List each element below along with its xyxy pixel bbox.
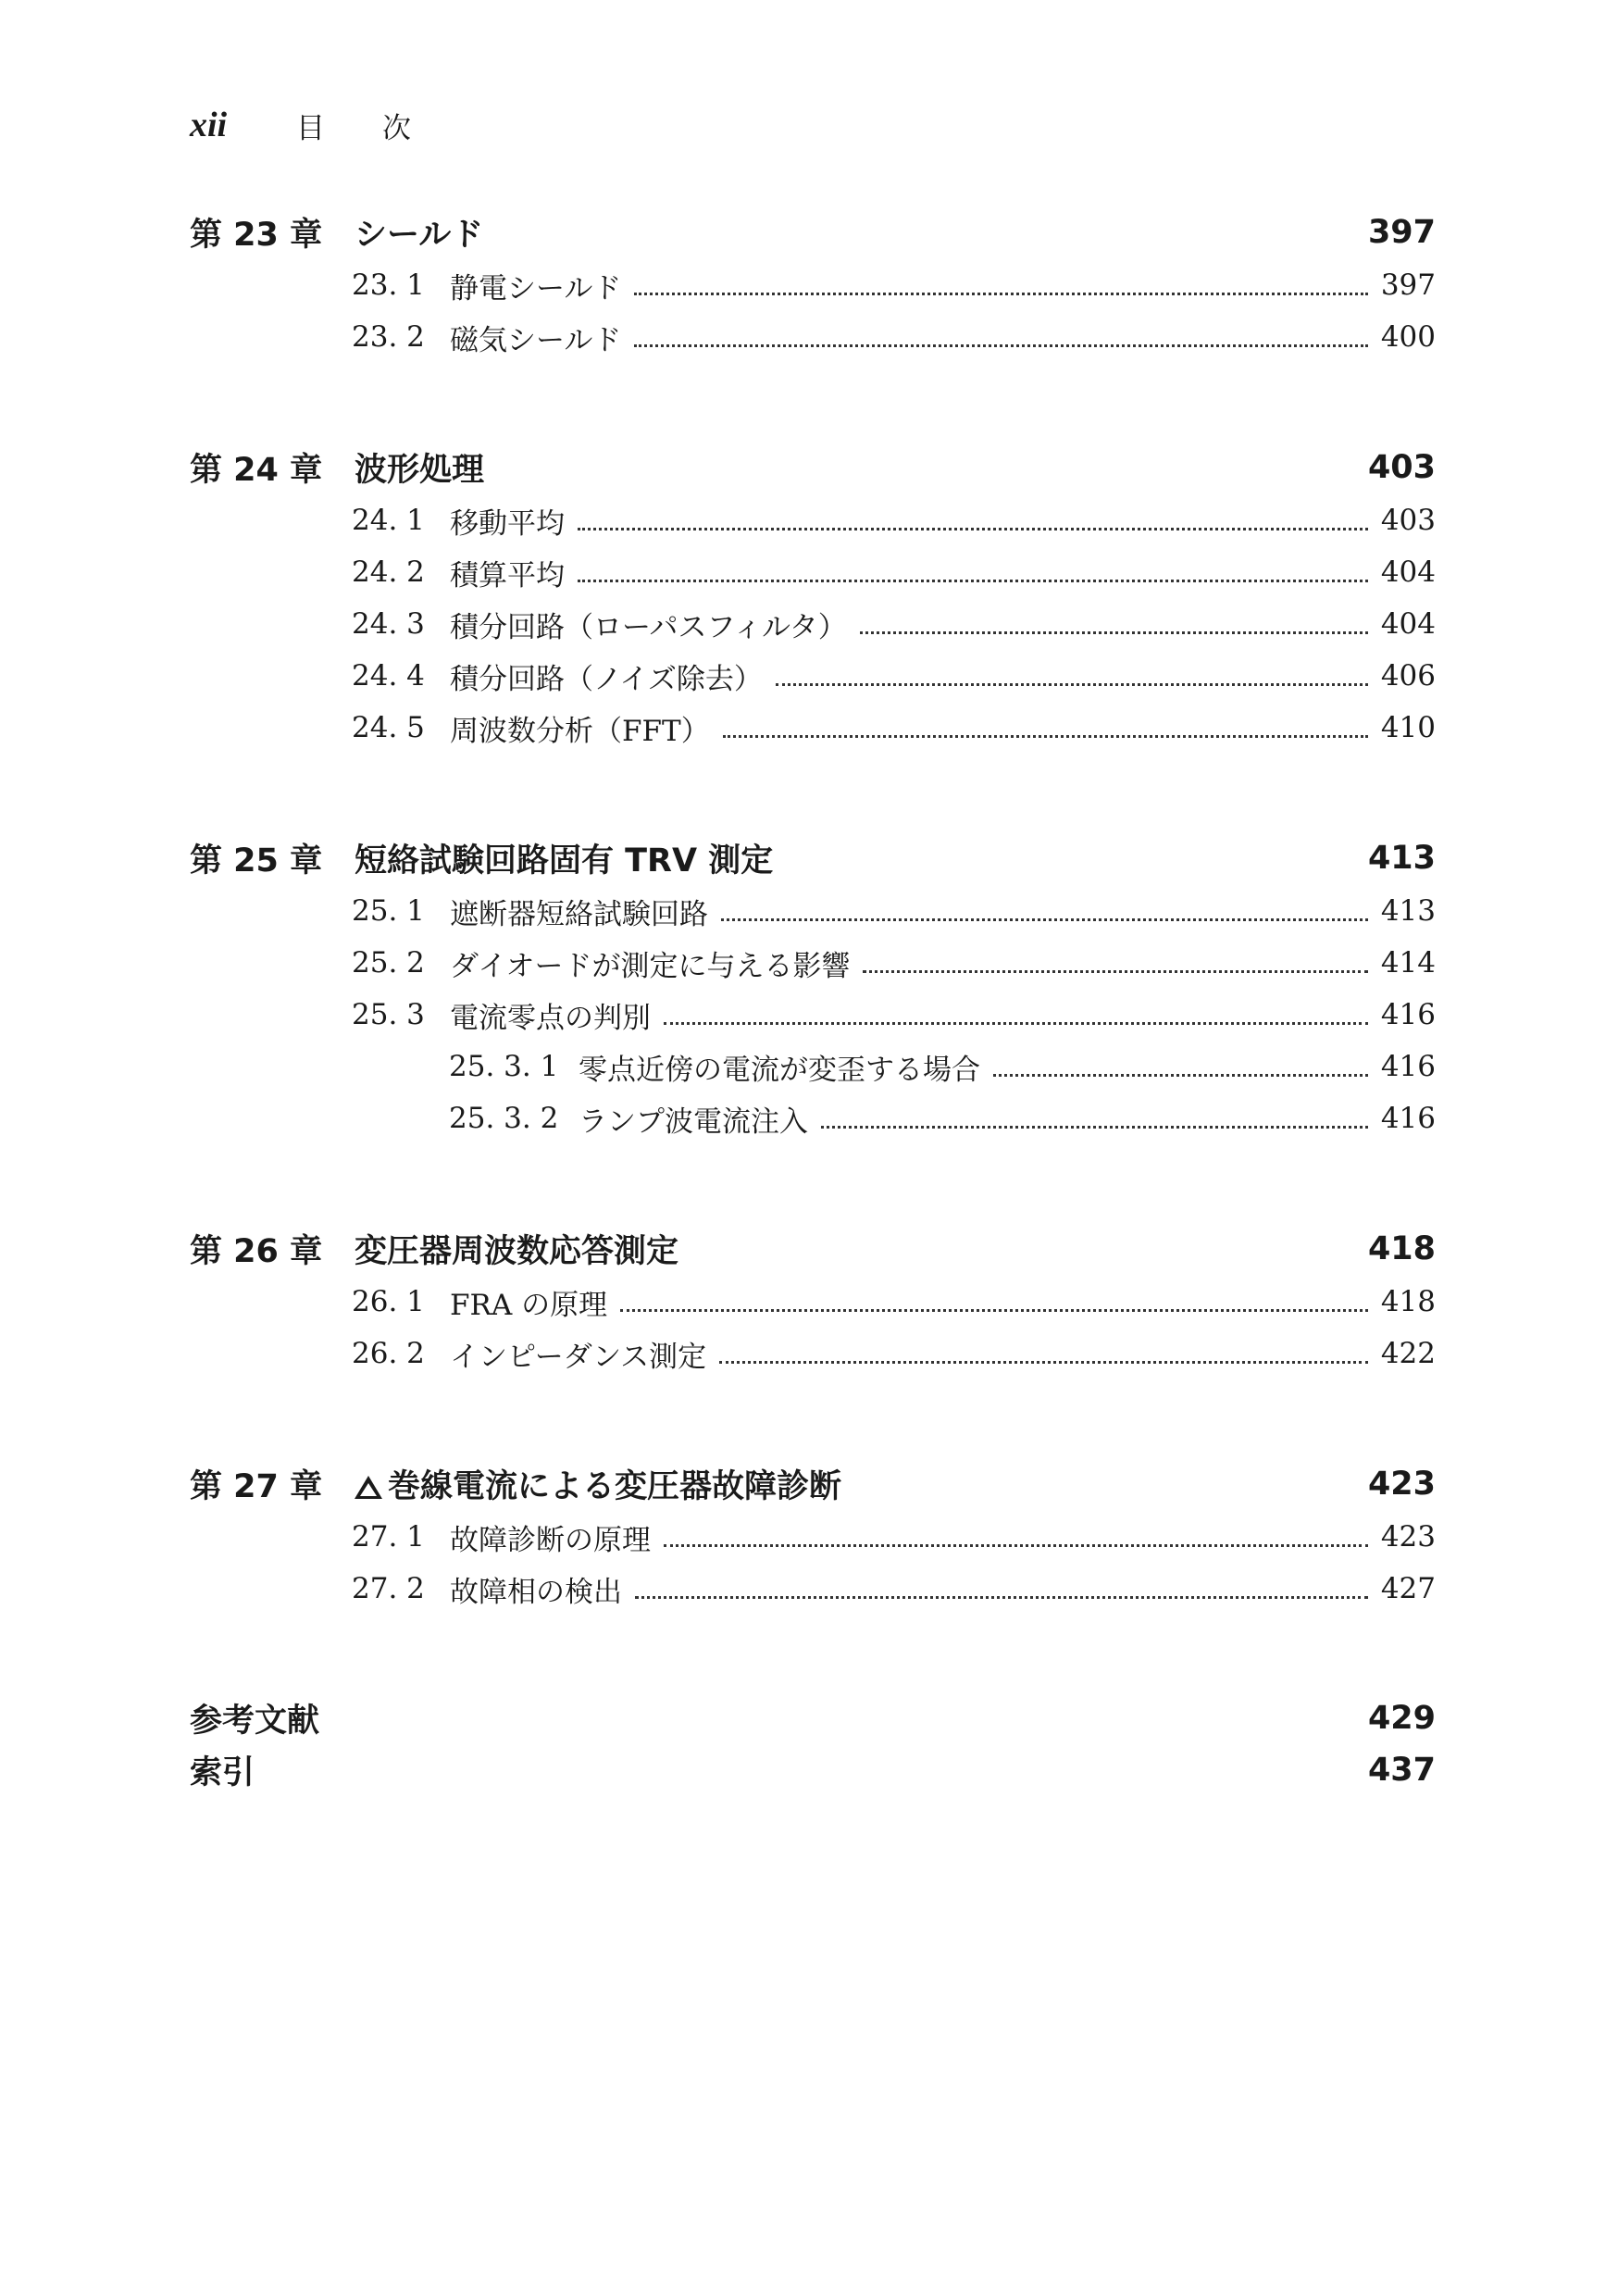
section-number: 23. 2 [352, 320, 425, 354]
subsection-number: 25. 3. 1 [449, 1050, 559, 1083]
page-folio: xii [190, 106, 228, 144]
section-page: 418 [1380, 1285, 1436, 1318]
chapter-page: 397 [1367, 214, 1436, 251]
toc-entry[interactable] [190, 259, 1436, 311]
section-number: 25. 1 [352, 894, 425, 928]
running-head [190, 102, 468, 148]
toc-entry[interactable] [190, 702, 1436, 754]
toc-entry[interactable] [190, 1328, 1436, 1379]
section-title: インピーダンス測定 [450, 1340, 707, 1374]
section-title: 故障相の検出 [450, 1575, 622, 1609]
chapter-26-group [190, 1222, 1436, 1379]
section-title: 積分回路（ノイズ除去） [450, 662, 763, 696]
toc-entry[interactable] [190, 1563, 1436, 1615]
dot-leader [620, 1309, 1368, 1312]
running-head-char: 次 [382, 111, 411, 145]
section-number: 27. 2 [352, 1572, 425, 1605]
section-title: 静電シールド [450, 271, 622, 306]
back-matter-title: 参考文献 [190, 1703, 320, 1740]
section-number: 25. 3 [352, 998, 425, 1031]
dot-leader [821, 1126, 1368, 1129]
chapter-title: 波形処理 [355, 452, 485, 489]
subsection-title: 零点近傍の電流が変歪する場合 [579, 1053, 980, 1087]
chapter-label: 第 24 章 [190, 452, 323, 489]
chapter-label: 第 23 章 [190, 217, 323, 254]
chapter-label: 第 27 章 [190, 1468, 323, 1505]
section-number: 24. 3 [352, 607, 425, 641]
toc-entry[interactable] [190, 885, 1436, 937]
delta-triangle-icon [355, 1476, 382, 1499]
dot-leader [634, 293, 1367, 295]
toc-subentry[interactable] [190, 1041, 1436, 1092]
section-number: 26. 1 [352, 1285, 425, 1318]
dot-leader [664, 1544, 1368, 1547]
dot-leader [860, 631, 1368, 634]
section-title: 遮断器短絡試験回路 [450, 897, 708, 931]
toc-entry[interactable] [190, 650, 1436, 702]
dot-leader [863, 970, 1367, 973]
section-page: 427 [1380, 1572, 1436, 1605]
chapter-label: 第 25 章 [190, 842, 323, 880]
dot-leader [993, 1074, 1368, 1077]
toc-entry[interactable] [190, 937, 1436, 989]
back-matter-page: 429 [1367, 1700, 1436, 1737]
section-title: 磁気シールド [450, 323, 622, 357]
section-title: 電流零点の判別 [450, 1001, 651, 1035]
section-page: 416 [1380, 998, 1436, 1031]
chapter-label: 第 26 章 [190, 1233, 323, 1270]
chapter-title-wrap [355, 1461, 1368, 1507]
chapter-24-group [190, 441, 1436, 754]
toc-entry[interactable] [190, 546, 1436, 598]
dot-leader [635, 1596, 1368, 1599]
running-head-char: 目 [296, 111, 325, 145]
toc-entry[interactable] [190, 598, 1436, 650]
section-page: 414 [1380, 946, 1436, 980]
section-page: 410 [1380, 711, 1436, 744]
section-number: 24. 4 [352, 659, 425, 693]
section-page: 422 [1380, 1337, 1436, 1370]
section-page: 397 [1380, 268, 1436, 302]
section-page: 406 [1380, 659, 1436, 693]
back-matter-title: 索引 [190, 1754, 255, 1791]
chapter-heading[interactable] [190, 206, 1436, 259]
section-page: 423 [1380, 1520, 1436, 1554]
section-title: 積算平均 [450, 558, 565, 593]
section-page: 404 [1380, 555, 1436, 589]
chapter-heading[interactable] [190, 1457, 1436, 1511]
section-page: 403 [1380, 504, 1436, 537]
dot-leader [578, 528, 1368, 530]
chapter-title: 巻線電流による変圧器故障診断 [388, 1468, 842, 1505]
section-title: 積分回路（ローパスフィルタ） [450, 610, 847, 644]
chapter-title: 短絡試験回路固有 TRV 測定 [355, 842, 774, 880]
toc-entry[interactable] [190, 311, 1436, 363]
section-number: 24. 1 [352, 504, 425, 537]
chapter-page: 413 [1367, 840, 1436, 877]
chapter-page: 423 [1367, 1466, 1436, 1503]
section-number: 27. 1 [352, 1520, 425, 1554]
table-of-contents [190, 206, 1436, 1796]
chapter-27-group [190, 1457, 1436, 1615]
toc-entry[interactable] [190, 989, 1436, 1041]
chapter-page: 403 [1367, 449, 1436, 486]
index-entry[interactable] [190, 1744, 1436, 1796]
toc-entry[interactable] [190, 1511, 1436, 1563]
dot-leader [664, 1022, 1368, 1025]
chapter-page: 418 [1367, 1230, 1436, 1267]
section-title: FRA の原理 [450, 1288, 608, 1322]
toc-entry[interactable] [190, 1276, 1436, 1328]
dot-leader [776, 683, 1368, 686]
chapter-heading[interactable] [190, 1222, 1436, 1276]
chapter-heading[interactable] [190, 831, 1436, 885]
section-number: 24. 5 [352, 711, 425, 744]
section-page: 404 [1380, 607, 1436, 641]
back-matter-page: 437 [1367, 1752, 1436, 1789]
section-number: 24. 2 [352, 555, 425, 589]
section-page: 413 [1380, 894, 1436, 928]
dot-leader [723, 735, 1368, 738]
dot-leader [721, 918, 1368, 921]
dot-leader [719, 1361, 1368, 1364]
subsection-page: 416 [1380, 1102, 1436, 1135]
chapter-heading[interactable] [190, 441, 1436, 494]
chapter-title: 変圧器周波数応答測定 [355, 1233, 679, 1270]
dot-leader [578, 580, 1368, 582]
chapter-title: シールド [355, 217, 484, 254]
section-title: ダイオードが測定に与える影響 [450, 949, 851, 983]
section-page: 400 [1380, 320, 1436, 354]
subsection-page: 416 [1380, 1050, 1436, 1083]
subsection-title: ランプ波電流注入 [579, 1104, 808, 1139]
references-entry[interactable] [190, 1692, 1436, 1744]
toc-subentry[interactable] [190, 1092, 1436, 1144]
dot-leader [634, 344, 1367, 347]
section-title: 移動平均 [450, 506, 565, 541]
subsection-number: 25. 3. 2 [449, 1102, 559, 1135]
section-title: 周波数分析（FFT） [450, 714, 710, 748]
chapter-23-group [190, 206, 1436, 363]
toc-entry[interactable] [190, 494, 1436, 546]
chapter-25-group [190, 831, 1436, 1144]
section-title: 故障診断の原理 [450, 1523, 651, 1557]
section-number: 23. 1 [352, 268, 425, 302]
section-number: 25. 2 [352, 946, 425, 980]
section-number: 26. 2 [352, 1337, 425, 1370]
